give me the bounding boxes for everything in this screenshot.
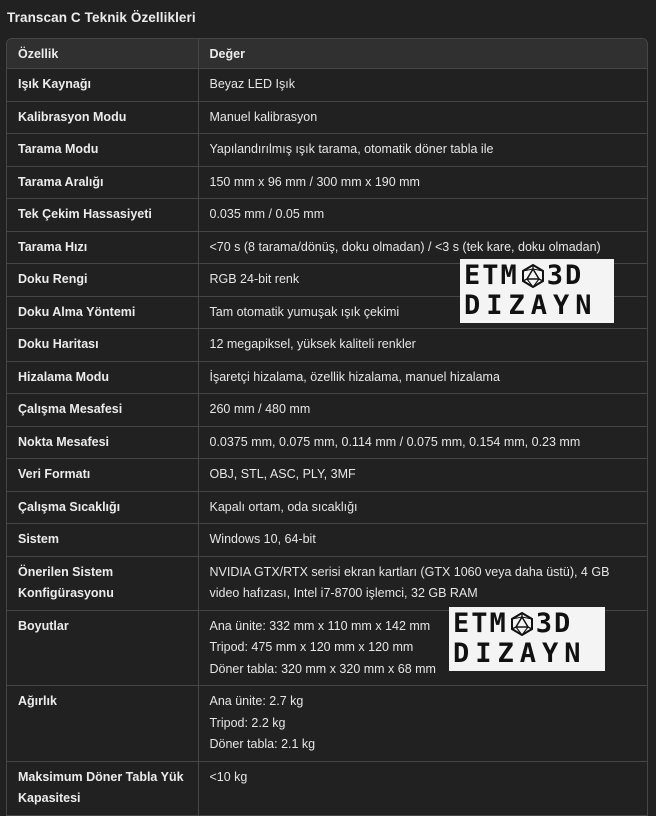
spec-table [7, 39, 647, 815]
table-row [7, 134, 647, 167]
spec-label: Tek Çekim Hassasiyeti [7, 199, 198, 232]
spec-value-line: NVIDIA GTX/RTX serisi ekran kartları (GTX 1060 veya daha üstü), 4 GB video hafızası, Intel i7-8700 işlemci, 32 GB RAM [209, 564, 610, 600]
table-row [7, 166, 647, 199]
watermark-text: 3D [546, 260, 584, 291]
watermark-logo [449, 607, 605, 671]
spec-value-line: Döner tabla: 2.1 kg [209, 737, 316, 751]
table-row [7, 524, 647, 557]
spec-value [198, 166, 647, 199]
spec-value-line: Tripod: 2.2 kg [209, 715, 286, 730]
spec-value [198, 101, 647, 134]
spec-value [198, 761, 647, 815]
spec-value [198, 686, 647, 762]
spec-value-line: Döner tabla: 320 mm x 320 mm x 68 mm [209, 661, 436, 676]
spec-label: Çalışma Sıcaklığı [7, 491, 198, 524]
spec-value [198, 199, 647, 232]
spec-value-line: İşaretçi hizalama, özellik hizalama, manuel hizalama [209, 369, 500, 384]
spec-label: Tarama Modu [7, 134, 198, 167]
table-row [7, 394, 647, 427]
watermark-logo [460, 259, 614, 323]
spec-value [198, 556, 647, 610]
table-row [7, 426, 647, 459]
spec-value-line: RGB 24-bit renk [209, 272, 300, 286]
spec-label: Veri Formatı [7, 459, 198, 492]
table-row [7, 361, 647, 394]
spec-value-line: 12 megapiksel, yüksek kaliteli renkler [209, 337, 416, 351]
spec-value-line: Tripod: 475 mm x 120 mm x 120 mm [209, 640, 414, 654]
spec-value [198, 491, 647, 524]
spec-label: Çalışma Mesafesi [7, 394, 198, 427]
spec-value-line: Manuel kalibrasyon [209, 109, 318, 124]
page-title: Transcan C Teknik Özellikleri [7, 10, 196, 25]
table-header-row [7, 39, 647, 69]
spec-value-line: 0.0375 mm, 0.075 mm, 0.114 mm / 0.075 mm, 0.154 mm, 0.23 mm [209, 434, 581, 449]
spec-label: Nokta Mesafesi [7, 426, 198, 459]
spec-label: Tarama Hızı [7, 231, 198, 264]
spec-value [198, 134, 647, 167]
spec-value-line: Ana ünite: 2.7 kg [209, 694, 304, 708]
table-body [7, 69, 647, 815]
spec-value-line: 150 mm x 96 mm / 300 mm x 190 mm [209, 174, 420, 189]
spec-label: Ağırlık [7, 686, 198, 762]
spec-value-line: Yapılandırılmış ışık tarama, otomatik döner tabla ile [209, 142, 494, 156]
spec-label: Tarama Aralığı [7, 166, 198, 199]
watermark-text: 3D [535, 608, 573, 639]
spec-label: Önerilen Sistem Konfigürasyonu [7, 556, 198, 610]
spec-value-line: <70 s (8 tarama/dönüş, doku olmadan) / <3 s (tek kare, doku olmadan) [209, 239, 601, 254]
spec-value [198, 69, 647, 102]
spec-value [198, 394, 647, 427]
polyhedron-logo-icon [510, 612, 534, 636]
spec-value-line: 0.035 mm / 0.05 mm [209, 207, 325, 221]
spec-table-container [6, 38, 648, 816]
column-header-feature: Özellik [7, 39, 198, 69]
watermark-text: ETM [453, 608, 508, 639]
spec-label: Doku Alma Yöntemi [7, 296, 198, 329]
watermark-text: DIZAYN [464, 290, 598, 321]
spec-label: Kalibrasyon Modu [7, 101, 198, 134]
table-row [7, 329, 647, 362]
spec-value-line: Windows 10, 64-bit [209, 532, 316, 546]
spec-value-line: Beyaz LED Işık [209, 77, 295, 91]
spec-value [198, 361, 647, 394]
table-row [7, 101, 647, 134]
table-row [7, 199, 647, 232]
table-row [7, 686, 647, 762]
spec-value [198, 329, 647, 362]
spec-label: Işık Kaynağı [7, 69, 198, 102]
spec-value-line: Tam otomatik yumuşak ışık çekimi [209, 304, 400, 319]
spec-value-line: Kapalı ortam, oda sıcaklığı [209, 499, 358, 514]
spec-value-line: <10 kg [209, 769, 248, 784]
spec-label: Maksimum Döner Tabla Yük Kapasitesi [7, 761, 198, 815]
column-header-value: Değer [198, 39, 647, 69]
spec-value-line: Ana ünite: 332 mm x 110 mm x 142 mm [209, 618, 431, 633]
spec-label: Boyutlar [7, 610, 198, 686]
watermark-text: DIZAYN [453, 638, 587, 669]
spec-value [198, 459, 647, 492]
watermark-text: ETM [464, 260, 519, 291]
spec-label: Doku Haritası [7, 329, 198, 362]
table-row [7, 556, 647, 610]
spec-value [198, 524, 647, 557]
spec-label: Sistem [7, 524, 198, 557]
spec-value-line: 260 mm / 480 mm [209, 402, 311, 416]
table-row [7, 69, 647, 102]
spec-value [198, 426, 647, 459]
table-row [7, 459, 647, 492]
table-row [7, 491, 647, 524]
spec-label: Hizalama Modu [7, 361, 198, 394]
polyhedron-logo-icon [521, 264, 545, 288]
spec-value-line: OBJ, STL, ASC, PLY, 3MF [209, 467, 356, 481]
spec-label: Doku Rengi [7, 264, 198, 297]
table-row [7, 761, 647, 815]
